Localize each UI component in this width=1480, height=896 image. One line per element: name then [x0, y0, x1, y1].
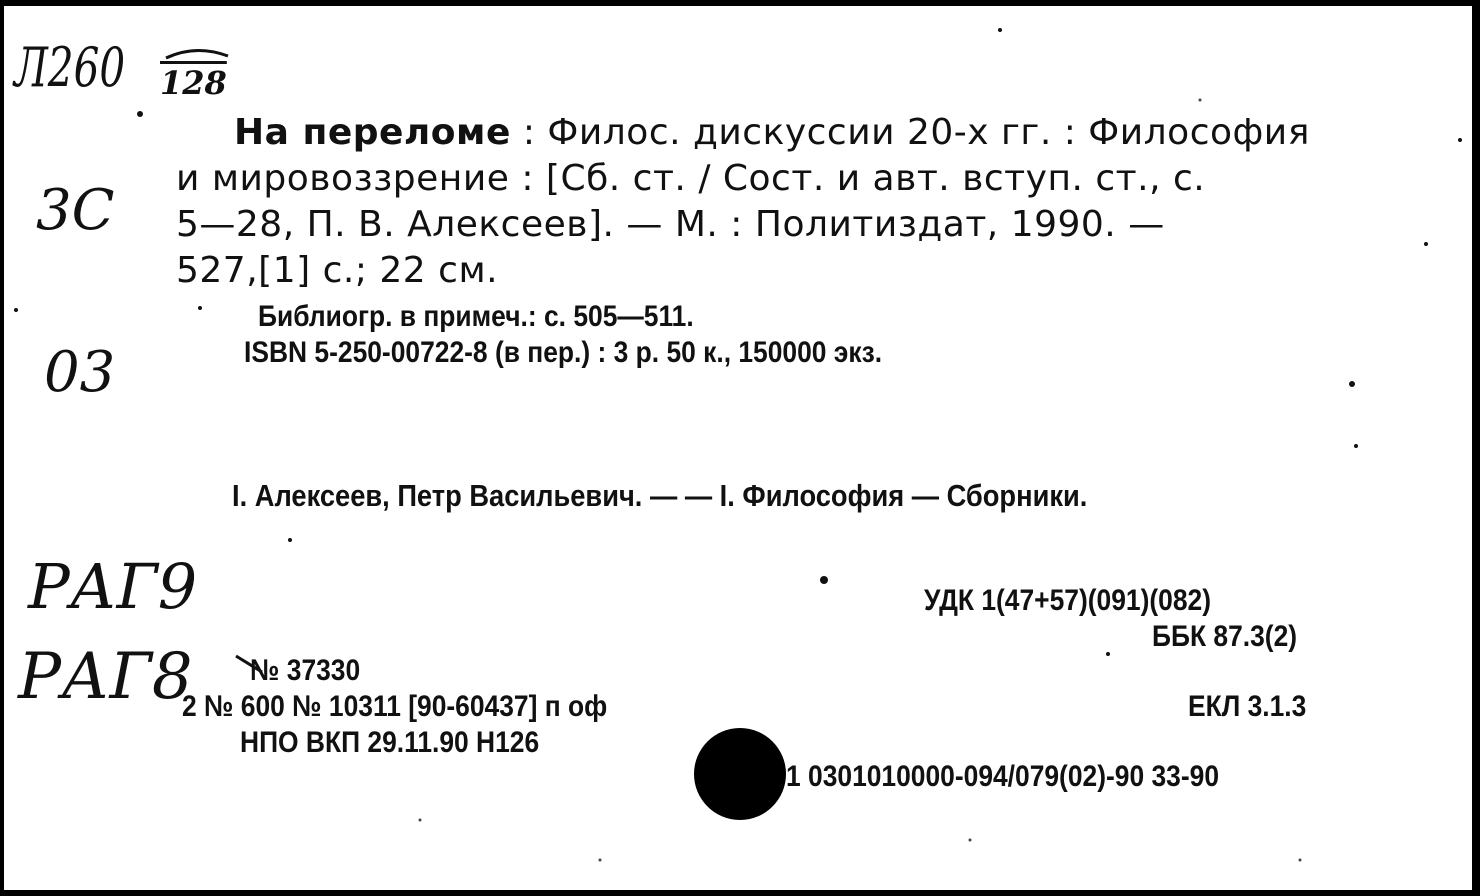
tracing-line: I. Алексеев, Петр Васильевич. — — I. Философия — Сборники. [232, 478, 1088, 513]
handwritten-code-6: РАГ8 [18, 640, 193, 714]
production-number: № 37330 [250, 654, 361, 687]
ink-dot [820, 576, 828, 584]
ink-dot [1424, 242, 1428, 246]
ink-dot [599, 859, 602, 862]
arrow-stroke [236, 656, 262, 672]
handwritten-code-5: РАГ9 [28, 550, 198, 623]
ink-dot [1199, 99, 1202, 102]
pen-stroke [166, 50, 228, 58]
ekl-code: ЕКЛ 3.1.3 [1188, 690, 1307, 723]
isbn-note: ISBN 5-250-00722-8 (в пер.) : 3 р. 50 к., 150000 экз. [244, 336, 883, 369]
biblio-note: Библиогр. в примеч.: с. 505—511. [258, 300, 694, 333]
publisher-code: 1 0301010000-094/079(02)-90 33-90 [786, 760, 1220, 793]
ink-dot [137, 111, 143, 117]
record-title: На переломе [234, 112, 511, 153]
ink-dot [1349, 381, 1355, 387]
ink-dot [1299, 859, 1302, 862]
ink-dot [1458, 138, 1462, 142]
production-npo: НПО ВКП 29.11.90 Н126 [240, 726, 540, 759]
record-line-4: 527,[1] с.; 22 см. [176, 250, 499, 291]
record-line-1-rest: : Филос. дискуссии 20-х гг. : Философия [510, 112, 1310, 153]
bbk-code: ББК 87.3(2) [1152, 620, 1298, 653]
punch-hole [694, 728, 786, 820]
ink-dot [969, 839, 972, 842]
ink-dot [1354, 444, 1358, 448]
ink-dot [1106, 652, 1110, 656]
ink-dot [998, 28, 1002, 32]
production-line: 2 № 600 № 10311 [90-60437] п оф [182, 690, 608, 723]
ink-dot [198, 306, 202, 310]
handwritten-code-3: 3С [36, 178, 115, 243]
ink-dot [14, 308, 18, 312]
udk-code: УДК 1(47+57)(091)(082) [924, 584, 1212, 617]
ink-dot [288, 538, 292, 542]
record-line-2: и мировоззрение : [Сб. ст. / Сост. и авт. вступ. ст., с. [176, 158, 1206, 199]
record-line-3: 5—28, П. В. Алексеев]. — М. : Политиздат, 1990. — [176, 204, 1165, 245]
ink-dot [419, 819, 422, 822]
handwritten-code-4: 03 [44, 340, 116, 405]
handwritten-code-1: Л260 [14, 36, 126, 99]
handwritten-code-2: 128 [160, 64, 227, 102]
